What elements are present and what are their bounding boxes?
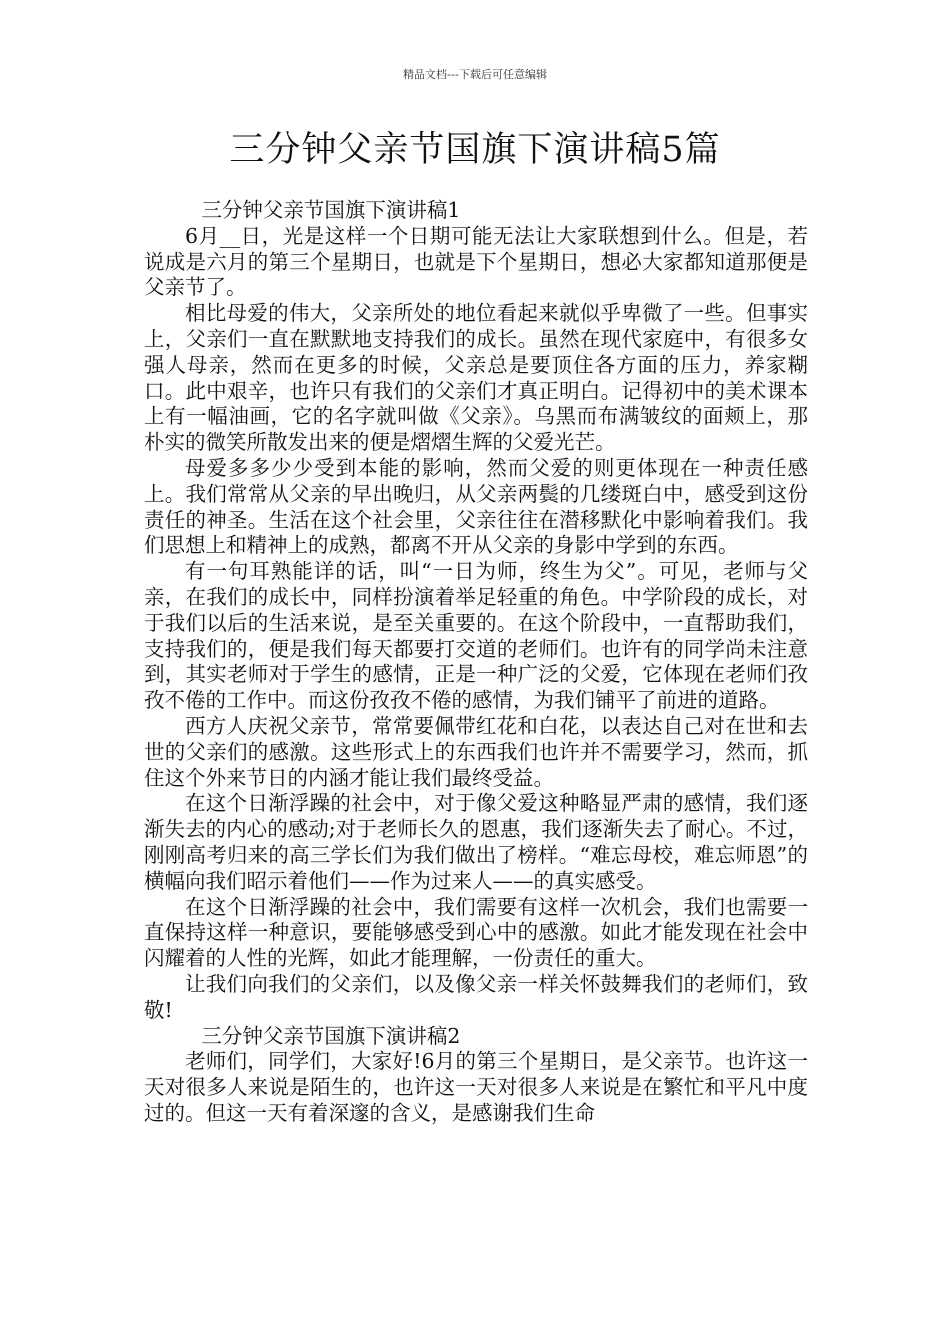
header-note: 精品文档---下载后可任意编辑 bbox=[403, 68, 547, 81]
paragraph: 母爱多多少少受到本能的影响，然而父爱的则更体现在一种责任感上。我们常常从父亲的早出晚归，从父亲两鬓的几缕斑白中，感受到这份责任的神圣。生活在这个社会里，父亲往往在潜移默化中影响着我们。我们思想上和精神上的成熟，都离不开从父亲的身影中学到的东西。 bbox=[144, 455, 808, 558]
paragraph: 有一句耳熟能详的话，叫“一日为师，终生为父”。可见，老师与父亲，在我们的成长中，同样扮演着举足轻重的角色。中学阶段的成长，对于我们以后的生活来说，是至关重要的。在这个阶段中，一直帮助我们，支持我们的，便是我们每天都要打交道的老师们。也许有的同学尚未注意到，其实老师对于学生的感情，正是一种广泛的父爱，它体现在老师们孜孜不倦的工作中。而这份孜孜不倦的感情，为我们铺平了前进的道路。 bbox=[144, 559, 808, 713]
paragraph: 6月__日，光是这样一个日期可能无法让大家联想到什么。但是，若说成是六月的第三个星期日，也就是下个星期日，想必大家都知道那便是父亲节了。 bbox=[144, 223, 808, 300]
paragraph: 相比母爱的伟大，父亲所处的地位看起来就似乎卑微了一些。但事实上，父亲们一直在默默地支持我们的成长。虽然在现代家庭中，有很多女强人母亲，然而在更多的时候，父亲总是要顶住各方面的压力，养家糊口。此中艰辛，也许只有我们的父亲们才真正明白。记得初中的美术课本上有一幅油画，它的名字就叫做《父亲》。乌黑而布满皱纹的面颊上，那朴实的微笑所散发出来的便是熠熠生辉的父爱光芒。 bbox=[144, 301, 808, 455]
section-heading: 三分钟父亲节国旗下演讲稿2 bbox=[201, 1023, 461, 1048]
paragraph: 西方人庆祝父亲节，常常要佩带红花和白花，以表达自己对在世和去世的父亲们的感激。这些形式上的东西我们也许并不需要学习，然而，抓住这个外来节日的内涵才能让我们最终受益。 bbox=[144, 713, 808, 790]
document-title: 三分钟父亲节国旗下演讲稿5篇 bbox=[229, 130, 721, 170]
paragraph: 老师们，同学们，大家好!6月的第三个星期日，是父亲节。也许这一天对很多人来说是陌生的，也许这一天对很多人来说是在繁忙和平凡中度过的。但这一天有着深邃的含义，是感谢我们生命 bbox=[144, 1049, 808, 1125]
paragraph: 让我们向我们的父亲们，以及像父亲一样关怀鼓舞我们的老师们，致敬! bbox=[144, 971, 808, 1022]
section-heading: 三分钟父亲节国旗下演讲稿1 bbox=[201, 198, 461, 222]
paragraph: 在这个日渐浮躁的社会中，我们需要有这样一次机会，我们也需要一直保持这样一种意识，要能够感受到心中的感激。如此才能发现在社会中闪耀着的人性的光辉，如此才能理解，一份责任的重大。 bbox=[144, 894, 808, 971]
document-body bbox=[144, 198, 808, 1127]
paragraph: 在这个日渐浮躁的社会中，对于像父爱这种略显严肃的感情，我们逐渐失去的内心的感动;对于老师长久的恩惠，我们逐渐失去了耐心。不过，刚刚高考归来的高三学长们为我们做出了榜样。“难忘母校，难忘师恩”的横幅向我们昭示着他们——作为过来人——的真实感受。 bbox=[144, 791, 808, 893]
